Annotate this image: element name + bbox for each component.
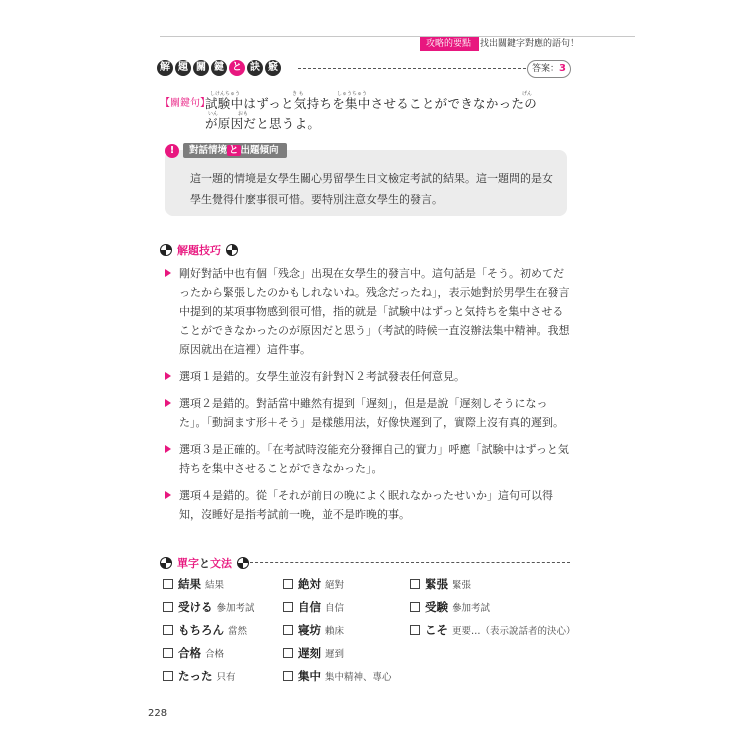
- furigana: き も: [292, 91, 304, 97]
- vocab-item: [410, 578, 580, 592]
- vocab-meaning: 集中精神、專心: [325, 672, 392, 683]
- checkbox-icon: [410, 602, 420, 612]
- list-item: [163, 264, 571, 359]
- title-char: 訣: [247, 60, 263, 76]
- vocab-word: 遅刻: [298, 646, 321, 660]
- vocab-item: [163, 670, 283, 684]
- vocab-item: [283, 624, 410, 638]
- vocab-meaning: 參加考試: [216, 603, 255, 614]
- vocab-word: 自信: [298, 600, 321, 614]
- vocab-meaning: 遲到: [325, 649, 345, 660]
- header-tag: 攻略的要點: [420, 37, 479, 51]
- vocab-word: もちろん: [178, 623, 224, 637]
- vocab-item: [410, 647, 580, 661]
- furigana: おも: [238, 111, 249, 117]
- key-sentence-label: 【關鍵句】: [160, 98, 210, 109]
- title-divider: [298, 68, 526, 69]
- vocab-heading-part2: と: [199, 557, 210, 570]
- list-item: [163, 394, 571, 432]
- vocab-word: 集中: [298, 669, 321, 683]
- checkbox-icon: [163, 602, 173, 612]
- title-char: 竅: [265, 60, 281, 76]
- vocab-item: [410, 624, 580, 638]
- vocab-meaning: 賴床: [325, 626, 345, 637]
- vocab-word: 緊張: [425, 577, 448, 591]
- tip-text: 選項１是錯的。女學生並沒有針對Ｎ２考試發表任何意見。: [179, 370, 465, 383]
- exclamation-icon: !: [165, 144, 179, 158]
- vocab-heading-label: [177, 555, 232, 571]
- vocab-heading-part3: 文法: [210, 557, 232, 570]
- vocab-item: [163, 647, 283, 661]
- list-item: [163, 367, 571, 386]
- vocab-word: たった: [178, 669, 213, 683]
- title-char: 解: [157, 60, 173, 76]
- triangle-bullet-icon: [165, 269, 171, 277]
- checkbox-icon: [283, 671, 293, 681]
- vocab-heading-part1: 單字: [177, 557, 199, 570]
- checkbox-icon: [283, 625, 293, 635]
- vocab-word: こそ: [425, 623, 448, 637]
- triangle-bullet-icon: [165, 445, 171, 453]
- title-char: と: [229, 60, 245, 76]
- checkbox-icon: [283, 648, 293, 658]
- page-number: 228: [148, 708, 168, 719]
- header-rule: [160, 36, 635, 37]
- title-char: 鍵: [211, 60, 227, 76]
- vocab-word: 寝坊: [298, 623, 321, 637]
- answer-badge: [527, 60, 571, 78]
- vocab-divider: [250, 562, 570, 563]
- vocab-meaning: 只有: [216, 672, 236, 683]
- tips-list: [163, 264, 571, 532]
- vocab-meaning: 參加考試: [452, 603, 491, 614]
- triangle-bullet-icon: [165, 399, 171, 407]
- vocab-item: [163, 578, 283, 592]
- checkbox-icon: [163, 671, 173, 681]
- list-item: [163, 486, 571, 524]
- context-box-body: 這一題的情境是女學生關心男留學生日文檢定考試的結果。這一題問的是女學生覺得什麼事很可惜。要特別注意女學生的發言。: [190, 172, 553, 206]
- checkbox-icon: [163, 625, 173, 635]
- vocab-meaning: 緊張: [452, 580, 472, 591]
- title-char: 題: [175, 60, 191, 76]
- tip-text: 選項２是錯的。對話當中雖然有提到「遅刻」，但是是說「遅刻しそうになった」。「動詞ます形＋そう」是樣態用法，好像快遲到了，實際上沒有真的遲到。: [179, 397, 564, 429]
- vocab-item: [283, 670, 410, 684]
- vocab-item: [283, 601, 410, 615]
- vocab-word: 受験: [425, 600, 448, 614]
- vocab-word: 絶対: [298, 577, 321, 591]
- checkbox-icon: [283, 579, 293, 589]
- tip-text: 選項４是錯的。從「それが前日の晩によく眠れなかったせいか」這句可以得知，沒睡好是指考試前一晚，並不是昨晚的事。: [179, 489, 553, 521]
- context-title-label: [183, 143, 287, 158]
- context-box-title: [165, 143, 287, 158]
- header-subtitle: 找出關鍵字對應的語句！: [480, 39, 580, 49]
- furigana: しけんちゅう: [210, 91, 241, 97]
- title-char: 關: [193, 60, 209, 76]
- vocab-word: 受ける: [178, 600, 213, 614]
- swirl-icon: [160, 244, 172, 256]
- vocab-item: [410, 601, 580, 615]
- swirl-icon: [226, 244, 238, 256]
- vocab-item: [410, 670, 580, 684]
- vocab-meaning: 自信: [325, 603, 345, 614]
- vocab-item: [283, 578, 410, 592]
- section-title: [157, 60, 281, 76]
- tip-text: 選項３是正確的。「在考試時沒能充分發揮自己的實力」呼應「試験中はずっと気持ちを集中させることができなかった」。: [179, 443, 569, 475]
- vocab-meaning: 絕對: [325, 580, 345, 591]
- checkbox-icon: [163, 579, 173, 589]
- tips-heading-label: 解題技巧: [177, 244, 221, 257]
- vocab-meaning: 當然: [228, 626, 248, 637]
- tips-heading: [160, 242, 238, 258]
- triangle-bullet-icon: [165, 491, 171, 499]
- swirl-icon: [160, 557, 172, 569]
- checkbox-icon: [410, 579, 420, 589]
- context-title-part3: 出題傾向: [240, 145, 279, 156]
- vocab-item: [163, 601, 283, 615]
- furigana: げん: [522, 91, 533, 97]
- checkbox-icon: [410, 625, 420, 635]
- context-title-part1: 對話情境: [189, 145, 228, 156]
- tip-text: 剛好對話中也有個「残念」出現在女學生的發言中。這句話是「そう。初めてだったから緊張したのかもしれないね。残念だったね」，表示她對於男學生在發言中提到的某項事物感到很可惜，指的就是「試験中はずっと気持ちを集中させることができなかったのが原因だと思う」（考試的時候一直沒辦法集中精神。我想原因就出在這裡）這件事。: [179, 267, 570, 356]
- swirl-icon: [237, 557, 249, 569]
- vocab-word: 結果: [178, 577, 201, 591]
- vocab-word: 合格: [178, 646, 201, 660]
- key-sentence-text: 試験中はずっと気持ちを集中させることができなかったのが原因だと思うよ。: [205, 96, 538, 131]
- vocab-meaning: 更要…（表示說話者的決心）: [452, 626, 576, 637]
- vocab-meaning: 合格: [205, 649, 225, 660]
- vocab-item: [283, 647, 410, 661]
- answer-value: 3: [559, 63, 566, 74]
- furigana: しゅうちゅう: [337, 91, 368, 97]
- list-item: [163, 440, 571, 478]
- vocab-meaning: 結果: [205, 580, 225, 591]
- vocab-heading: [160, 555, 249, 571]
- furigana: いん: [208, 111, 219, 117]
- vocab-grid: [163, 578, 583, 684]
- triangle-bullet-icon: [165, 372, 171, 380]
- context-title-part2: と: [229, 145, 239, 156]
- vocab-item: [163, 624, 283, 638]
- checkbox-icon: [163, 648, 173, 658]
- answer-label: 答案：: [532, 64, 560, 74]
- checkbox-icon: [283, 602, 293, 612]
